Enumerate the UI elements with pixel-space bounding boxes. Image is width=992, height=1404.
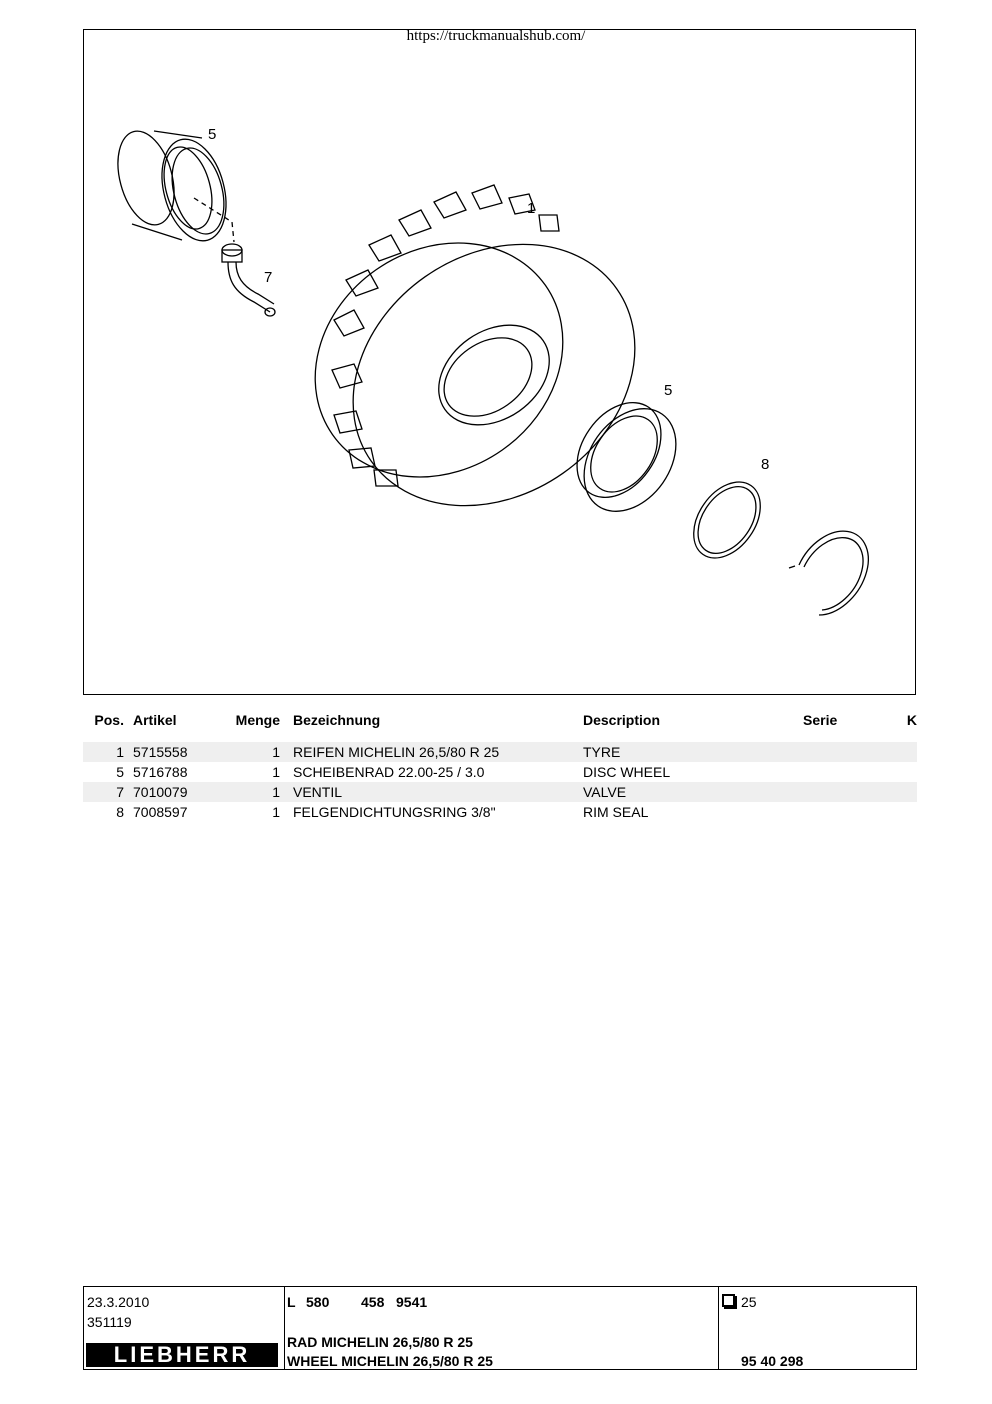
table-row bbox=[83, 762, 917, 782]
cell-artikel: 5716788 bbox=[133, 764, 188, 780]
logo-wordmark: LIEBHERR bbox=[113, 1342, 251, 1367]
header-bezeichnung: Bezeichnung bbox=[293, 712, 381, 728]
model-letter: L bbox=[287, 1294, 296, 1310]
document-date: 23.3.2010 bbox=[87, 1294, 150, 1310]
callout-1-tyre: 1 bbox=[527, 200, 536, 217]
cell-bezeichnung: SCHEIBENRAD 22.00-25 / 3.0 bbox=[293, 764, 485, 780]
parts-list-table bbox=[83, 710, 917, 822]
title-block-left bbox=[84, 1287, 285, 1369]
liebherr-logo bbox=[86, 1343, 278, 1367]
cell-pos: 5 bbox=[116, 764, 124, 780]
cell-pos: 7 bbox=[116, 784, 124, 800]
cell-pos: 8 bbox=[116, 804, 124, 820]
title-block bbox=[83, 1286, 917, 1370]
cell-bezeichnung: VENTIL bbox=[293, 784, 343, 800]
cell-pos: 1 bbox=[116, 744, 124, 760]
cell-description: TYRE bbox=[583, 744, 621, 760]
drawing-number: 95 40 298 bbox=[741, 1353, 804, 1369]
header-serie: Serie bbox=[803, 712, 838, 728]
header-menge: Menge bbox=[235, 712, 280, 728]
title-english: WHEEL MICHELIN 26,5/80 R 25 bbox=[287, 1353, 493, 1369]
cell-menge: 1 bbox=[272, 764, 280, 780]
title-block-middle bbox=[284, 1287, 719, 1369]
table-row bbox=[83, 782, 917, 802]
exploded-view-drawing bbox=[83, 29, 916, 695]
cell-bezeichnung: REIFEN MICHELIN 26,5/80 R 25 bbox=[293, 744, 500, 760]
header-description: Description bbox=[583, 712, 661, 728]
rim-seal-part bbox=[680, 470, 774, 571]
cell-menge: 1 bbox=[272, 804, 280, 820]
table-header bbox=[83, 710, 917, 736]
cell-artikel: 5715558 bbox=[133, 744, 188, 760]
cell-artikel: 7008597 bbox=[133, 804, 188, 820]
type-code: 458 bbox=[361, 1294, 385, 1310]
source-url[interactable]: https://truckmanualshub.com/ bbox=[406, 28, 586, 44]
serial-number: 9541 bbox=[396, 1294, 428, 1310]
rim-flange-part bbox=[560, 387, 695, 529]
cell-bezeichnung: FELGENDICHTUNGSRING 3/8" bbox=[293, 804, 496, 820]
table-row bbox=[83, 802, 917, 822]
cell-menge: 1 bbox=[272, 744, 280, 760]
title-german: RAD MICHELIN 26,5/80 R 25 bbox=[287, 1334, 473, 1350]
callout-5-disc: 5 bbox=[208, 126, 217, 143]
cell-description: VALVE bbox=[583, 784, 627, 800]
header-k: K bbox=[906, 712, 917, 728]
tyre-part bbox=[269, 185, 685, 559]
disc-wheel-part bbox=[108, 125, 236, 248]
cell-menge: 1 bbox=[272, 784, 280, 800]
header-artikel: Artikel bbox=[133, 712, 177, 728]
title-block-right bbox=[718, 1287, 916, 1369]
cell-description: DISC WHEEL bbox=[583, 764, 671, 780]
model-number: 580 bbox=[306, 1294, 330, 1310]
header-pos: Pos. bbox=[94, 712, 124, 728]
callout-5-flange: 5 bbox=[664, 382, 673, 399]
wheel-parts-illustration bbox=[84, 30, 914, 693]
table-row bbox=[83, 742, 917, 762]
document-code: 351119 bbox=[87, 1314, 132, 1330]
callout-8-seal: 8 bbox=[761, 456, 770, 473]
page-number: 25 bbox=[741, 1294, 757, 1310]
cell-description: RIM SEAL bbox=[583, 804, 649, 820]
page-checkbox-icon bbox=[722, 1294, 735, 1307]
lock-ring-part bbox=[789, 531, 868, 615]
callout-7-valve: 7 bbox=[264, 269, 273, 286]
cell-artikel: 7010079 bbox=[133, 784, 188, 800]
